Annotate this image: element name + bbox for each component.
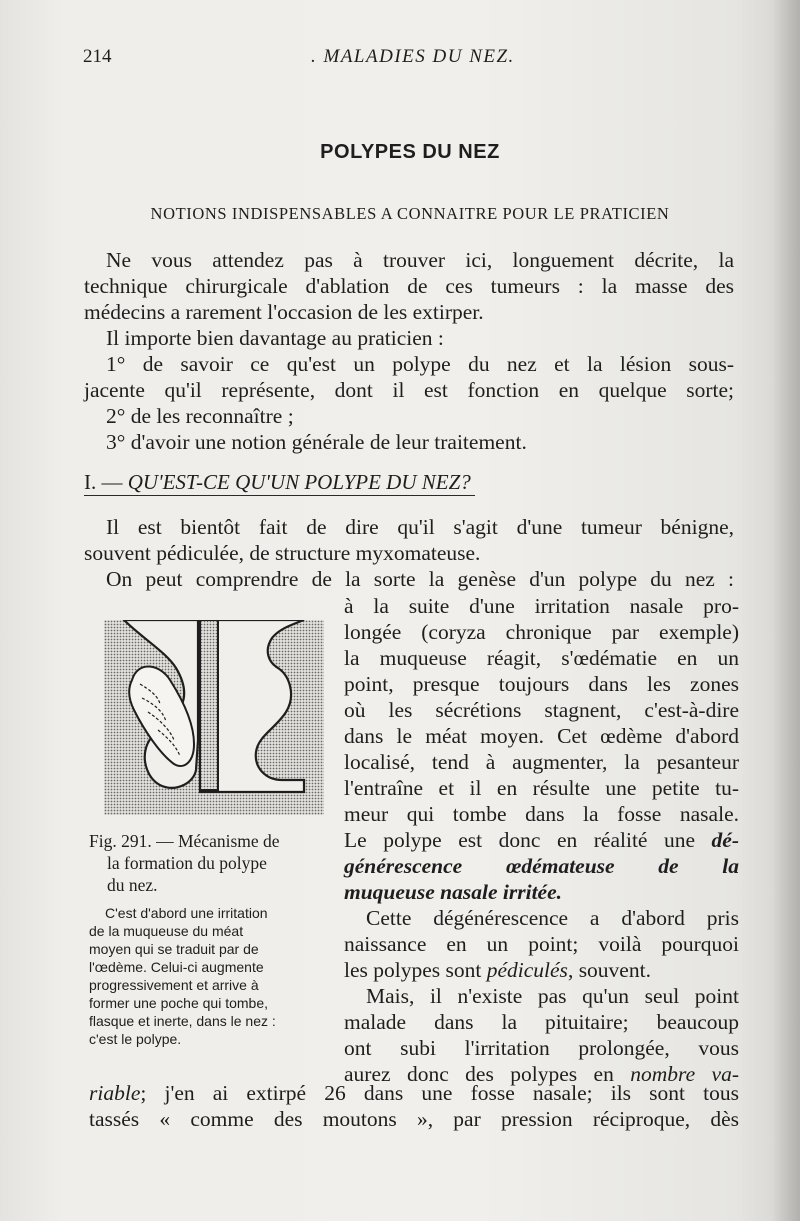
- paragraph-line: point, presque toujours dans les zones: [344, 672, 739, 696]
- paragraph-line: souvent pédiculée, de structure myxomateuse.: [84, 541, 481, 565]
- emphasis-line: générescence œdémateuse de la: [344, 854, 739, 878]
- emphasis-lead: Le polype est donc en réalité une: [344, 828, 712, 852]
- figure-legend-line: l'œdème. Celui-ci augmente: [89, 959, 264, 975]
- paragraph-line: meur qui tombe dans la fosse nasale.: [344, 802, 739, 826]
- pediculated-before: les polypes sont: [344, 958, 487, 982]
- figure-caption-line: Fig. 291. — Mécanisme de: [89, 831, 280, 851]
- section-title: QU'EST-CE QU'UN POLYPE DU NEZ?: [127, 470, 471, 494]
- variable-italic: nombre va-: [630, 1062, 740, 1086]
- paragraph-line: On peut comprendre de la sorte la genèse d'un polype du nez :: [106, 567, 734, 591]
- paragraph-line: où les sécrétions stagnent, c'est-à-dire: [344, 698, 739, 722]
- figure-legend-line: de la muqueuse du méat: [89, 923, 244, 939]
- section-heading: [84, 469, 475, 496]
- chapter-subtitle: NOTIONS INDISPENSABLES A CONNAITRE POUR LE PRATICIEN: [150, 204, 670, 223]
- paragraph-line: à la suite d'une irritation nasale pro-: [344, 594, 739, 618]
- paragraph-line: l'entraîne et il en résulte une petite tu-: [344, 776, 739, 800]
- final-line-rest: ; j'en ai extirpé 26 dans une fosse nasale; ils sont tous: [140, 1081, 739, 1105]
- figure-legend-line: moyen qui se traduit par de: [89, 941, 259, 957]
- emphasis-line: muqueuse nasale irritée.: [344, 880, 563, 904]
- emphasis-bold: dé-: [711, 828, 739, 852]
- figure-legend-line: progressivement et arrive à: [89, 977, 259, 993]
- paragraph-line: Il est bientôt fait de dire qu'il s'agit d'une tumeur bénigne,: [106, 515, 734, 539]
- figure-legend-line: C'est d'abord une irritation: [105, 905, 268, 921]
- section-number: I. —: [84, 470, 128, 494]
- chapter-title: POLYPES DU NEZ: [320, 141, 500, 163]
- paragraph-line: Il importe bien davantage au praticien :: [106, 326, 444, 350]
- paragraph-line: [344, 957, 739, 983]
- paragraph-line: technique chirurgicale d'ablation de ces tumeurs : la masse des: [84, 274, 734, 298]
- variable-italic-end: riable: [89, 1081, 141, 1105]
- paragraph-line: [89, 1080, 739, 1106]
- figure-caption-line: la formation du polype: [107, 853, 267, 873]
- pediculated-italic: pédiculés: [486, 958, 568, 982]
- figure-legend-line: c'est le polype.: [89, 1031, 182, 1047]
- paragraph-line: ont subi l'irritation prolongée, vous: [344, 1036, 739, 1060]
- paragraph-line: malade dans la pituitaire; beaucoup: [344, 1010, 739, 1034]
- page-gutter-shadow: [772, 0, 800, 1221]
- paragraph-line: 1° de savoir ce qu'est un polype du nez et la lésion sous-: [106, 352, 734, 376]
- pediculated-after: , souvent.: [567, 958, 651, 982]
- paragraph-line: tassés « comme des moutons », par pression réciproque, dès: [89, 1107, 739, 1131]
- paragraph-line: 3° d'avoir une notion générale de leur traitement.: [106, 430, 527, 454]
- variable-before: aurez donc des polypes en: [344, 1062, 631, 1086]
- paragraph-line: Cette dégénérescence a d'abord pris: [366, 906, 739, 930]
- paragraph-line: localisé, tend à augmenter, la pesanteur: [344, 750, 739, 774]
- paragraph-line: dans le méat moyen. Cet œdème d'abord: [344, 724, 739, 748]
- polyp-formation-figure: [104, 620, 324, 815]
- figure-caption-line: du nez.: [107, 875, 158, 895]
- running-title: . MALADIES DU NEZ.: [311, 46, 515, 67]
- paragraph-line: Ne vous attendez pas à trouver ici, longuement décrite, la: [106, 248, 734, 272]
- nasal-septum: [200, 620, 218, 790]
- figure-legend-line: former une poche qui tombe,: [89, 995, 268, 1011]
- paragraph-line: longée (coryza chronique par exemple): [344, 620, 739, 644]
- paragraph-line: 2° de les reconnaître ;: [106, 404, 294, 428]
- page-number: 214: [83, 46, 112, 67]
- paragraph-line: [344, 827, 739, 853]
- paragraph-line: jacente qu'il représente, dont il est fonction en quelque sorte;: [84, 378, 734, 402]
- paragraph-line: naissance en un point; voilà pourquoi: [344, 932, 739, 956]
- paragraph-line: Mais, il n'existe pas qu'un seul point: [366, 984, 739, 1008]
- figure-legend-line: flasque et inerte, dans le nez :: [89, 1013, 276, 1029]
- paragraph-line: la muqueuse réagit, s'œdématie en un: [344, 646, 739, 670]
- paragraph-line: médecins a rarement l'occasion de les extirper.: [84, 300, 484, 324]
